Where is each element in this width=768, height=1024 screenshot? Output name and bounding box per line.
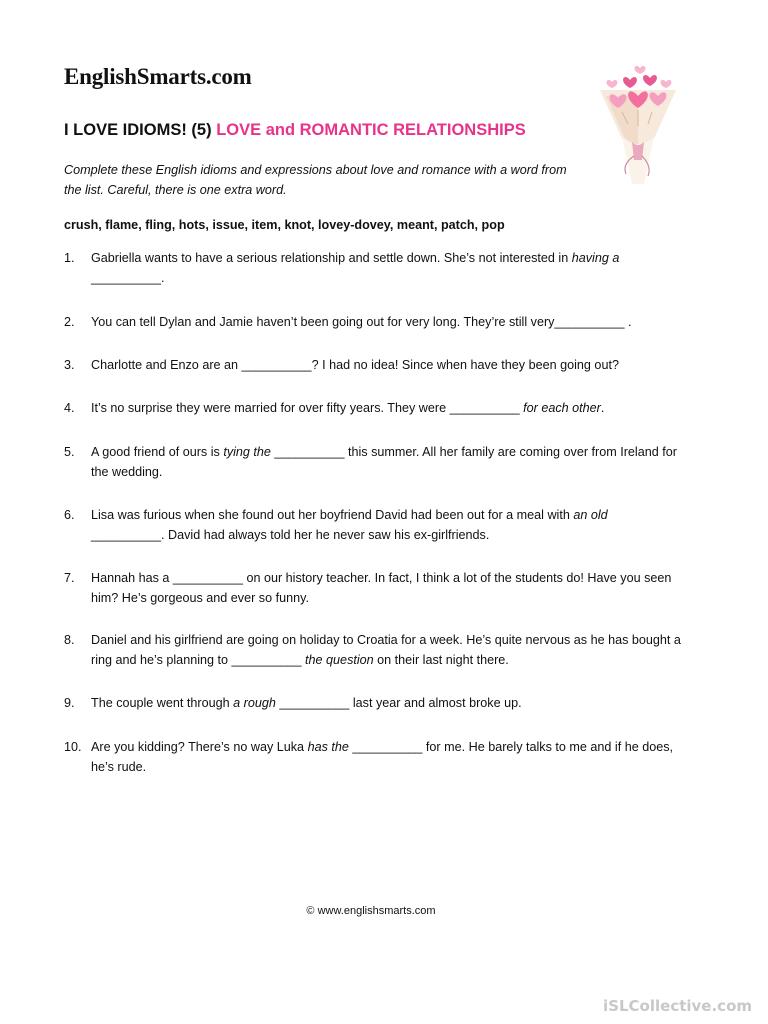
- question-number: 9.: [64, 696, 75, 710]
- footer-copyright: © www.englishsmarts.com: [306, 905, 436, 917]
- heading-topic: LOVE and ROMANTIC RELATIONSHIPS: [216, 121, 526, 139]
- question-number: 7.: [64, 571, 75, 585]
- question-item: [64, 398, 684, 418]
- question-text: Hannah has a __________ on our history teacher. In fact, I think a lot of the students do! Have you seen him? He’s gorgeous and ever so funny.: [91, 571, 672, 605]
- watermark: iSLCollective.com: [603, 997, 752, 1015]
- question-number: 6.: [64, 508, 75, 522]
- question-item: [64, 737, 684, 777]
- worksheet-heading: [64, 121, 526, 140]
- question-item: [64, 693, 684, 713]
- question-text: A good friend of ours is tying the __________ this summer. All her family are coming over from Ireland for the wedding.: [91, 445, 677, 479]
- question-item: [64, 355, 684, 375]
- question-number: 4.: [64, 401, 75, 415]
- question-text: Daniel and his girlfriend are going on holiday to Croatia for a week. He’s quite nervous as he has bought a ring and he’s planning to __________ the question on their last night there.: [91, 633, 681, 667]
- question-item: [64, 312, 684, 332]
- question-item: [64, 568, 684, 608]
- question-text: Are you kidding? There’s no way Luka has the __________ for me. He barely talks to me and if he does, he’s rude.: [91, 740, 674, 774]
- question-text: The couple went through a rough __________ last year and almost broke up.: [91, 696, 522, 710]
- question-text: You can tell Dylan and Jamie haven’t been going out for very long. They’re still very__________ .: [91, 315, 632, 329]
- question-number: 3.: [64, 358, 75, 372]
- question-number: 10.: [64, 740, 82, 754]
- question-text: It’s no surprise they were married for over fifty years. They were __________ for each other.: [91, 401, 605, 415]
- word-list: crush, flame, fling, hots, issue, item, knot, lovey-dovey, meant, patch, pop: [64, 218, 505, 232]
- question-item: [64, 442, 684, 482]
- heading-title: I LOVE IDIOMS! (5): [64, 121, 212, 139]
- question-text: Lisa was furious when she found out her boyfriend David had been out for a meal with an old __________. David had always told her he never saw his ex-girlfriends.: [91, 508, 608, 542]
- question-item: [64, 248, 684, 288]
- question-item: [64, 505, 684, 545]
- question-number: 8.: [64, 633, 75, 647]
- question-number: 2.: [64, 315, 75, 329]
- question-item: [64, 630, 684, 670]
- question-text: Gabriella wants to have a serious relationship and settle down. She’s not interested in having a __________.: [91, 251, 620, 285]
- site-title: EnglishSmarts.com: [64, 64, 252, 89]
- question-text: Charlotte and Enzo are an __________? I had no idea! Since when have they been going out?: [91, 358, 619, 372]
- instructions: Complete these English idioms and expressions about love and romance with a word from the list. Careful, there is one extra word.: [64, 163, 567, 197]
- heart-bouquet-icon: [592, 56, 684, 188]
- question-number: 1.: [64, 251, 75, 265]
- question-number: 5.: [64, 445, 75, 459]
